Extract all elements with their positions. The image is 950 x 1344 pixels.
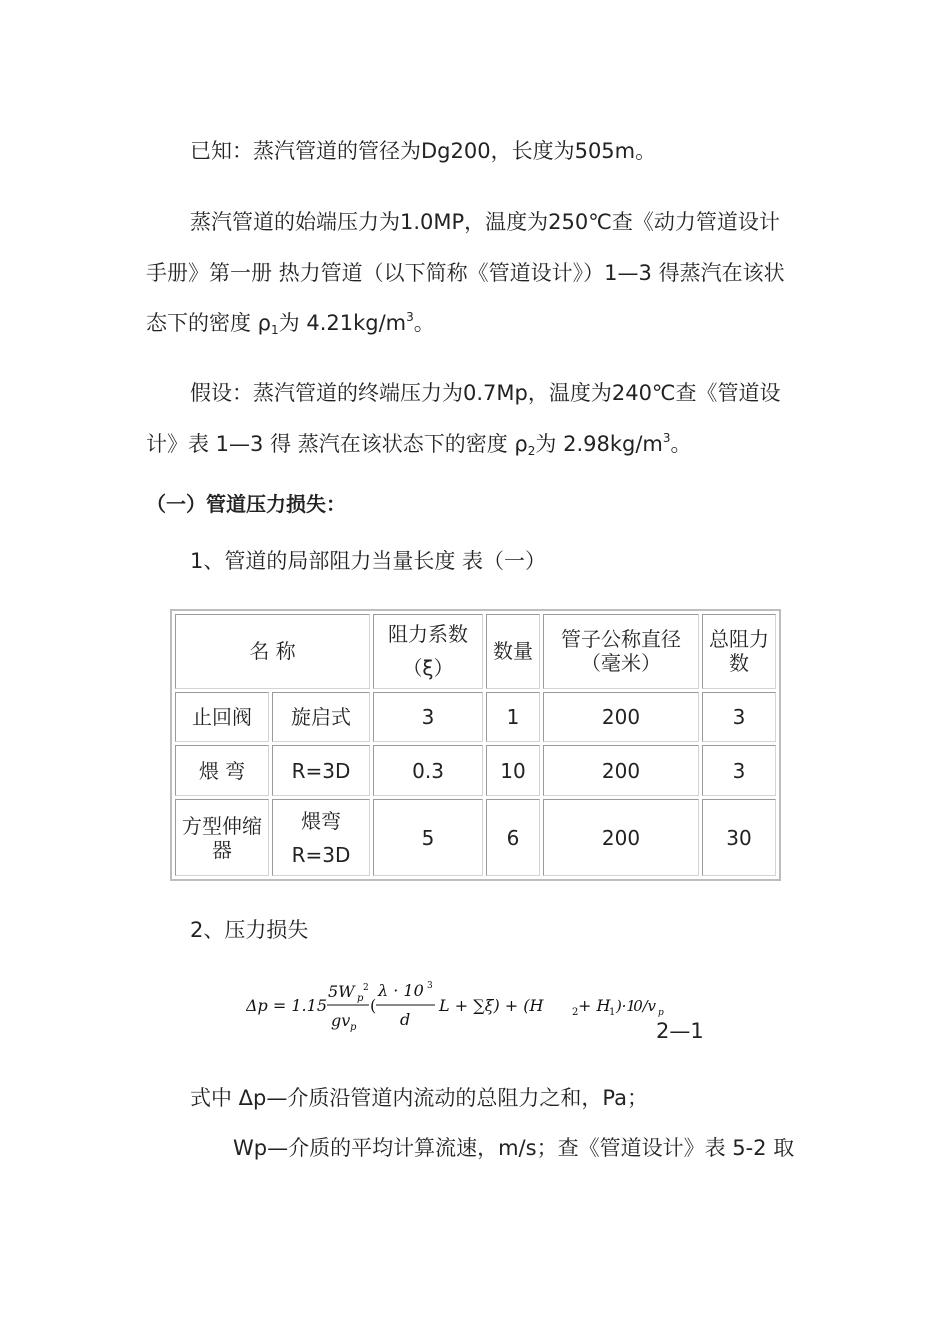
wp-line: Wp—介质的平均计算流速，m/s；查《管道设计》表 5-2 取 (233, 1136, 795, 1160)
cell-type-line2: R=3D (291, 842, 351, 867)
table-header-row (175, 614, 776, 689)
density-value-2: 为 2.98kg/m (535, 432, 663, 456)
formula-lambda-sup: 3 (427, 981, 433, 991)
header-coef-line1: 阻力系数 (388, 622, 469, 647)
header-dia-line1: 管子公称直径 (561, 627, 682, 652)
density-sup-2: 3 (662, 431, 671, 445)
header-dia-line2: （毫米） (581, 651, 662, 676)
table-row (175, 799, 776, 876)
cell-diameter: 200 (543, 692, 699, 743)
formula-lambda: λ · 10 (378, 981, 424, 1000)
period-2: 。 (670, 432, 692, 456)
header-coef (373, 614, 483, 689)
cell-total: 3 (702, 692, 776, 743)
table-row (175, 745, 776, 796)
density-value-1: 为 4.21kg/m (278, 311, 407, 335)
para-assume-line1: 假设：蒸汽管道的终端压力为0.7Mp，温度为240℃查《管道设 (190, 381, 781, 405)
para-start-line1: 蒸汽管道的始端压力为1.0MP，温度为250℃查《动力管道设计 (190, 210, 780, 234)
cell-coef: 0.3 (373, 745, 483, 796)
cell-count: 1 (486, 692, 540, 743)
equation-number: 2—1 (656, 1019, 704, 1043)
cell-name: 煨 弯 (175, 745, 269, 796)
cell-name-line1: 方型伸缩 (182, 813, 262, 838)
formula-h1-sub: 1 (609, 1007, 616, 1018)
header-total-line1: 总阻力 (709, 627, 770, 652)
cell-coef: 5 (373, 799, 483, 876)
formula-d: d (400, 1010, 411, 1029)
pressure-loss-formula (246, 976, 666, 1036)
formula-rest: L + ∑ξ) + (H (439, 996, 544, 1015)
table-row (175, 692, 776, 743)
formula-open-paren: ( (370, 996, 377, 1015)
formula-tail-rendered: ) · 10 / v (616, 997, 656, 1015)
formula-g: gv (331, 1011, 351, 1030)
formula-plus-h: + H (578, 996, 611, 1015)
formula-lhs: Δp = 1.15 (246, 996, 327, 1015)
item-2-caption: 2、压力损失 (190, 918, 309, 942)
header-name: 名 称 (175, 614, 370, 689)
formula-w: 5W (328, 982, 355, 1001)
para-start-line2: 手册》第一册 热力管道（以下简称《管道设计》）1—3 得蒸汽在该状 (146, 261, 785, 285)
density-label-2: 计》表 1—3 得 蒸汽在该状态下的密度 ρ (146, 432, 528, 456)
density-sub-1: 1 (271, 323, 279, 337)
formula-w-sub: p (357, 993, 364, 1004)
formula-g-sub: p (350, 1022, 357, 1033)
formula-tail-sub: p (658, 1008, 664, 1018)
cell-count: 10 (486, 745, 540, 796)
formula-h2-sub: 2 (572, 1007, 579, 1018)
where-line: 式中 Δp—介质沿管道内流动的总阻力之和，Pa； (190, 1086, 648, 1110)
section-heading: （一）管道压力损失： (146, 492, 346, 516)
cell-coef: 3 (373, 692, 483, 743)
cell-name-line2: 器 (212, 837, 232, 862)
density-label-1: 态下的密度 ρ (146, 311, 272, 335)
header-total (702, 614, 776, 689)
period-1: 。 (413, 311, 435, 335)
cell-type-line1: 煨弯 (301, 808, 341, 833)
cell-diameter: 200 (543, 745, 699, 796)
cell-type (272, 799, 370, 876)
header-total-line2: 数 (729, 651, 750, 676)
para-known: 已知：蒸汽管道的管径为Dg200，长度为505m。 (190, 139, 657, 163)
density-sub-2: 2 (527, 444, 536, 458)
cell-name: 止回阀 (175, 692, 269, 743)
cell-total: 3 (702, 745, 776, 796)
header-diameter (543, 614, 699, 689)
resistance-table (170, 609, 781, 881)
item-1-caption: 1、管道的局部阻力当量长度 表（一） (190, 549, 547, 573)
density-sup-1: 3 (406, 310, 414, 324)
header-count: 数量 (486, 614, 540, 689)
cell-total: 30 (702, 799, 776, 876)
header-coef-line2: （ξ） (402, 656, 454, 681)
para-start-line3 (146, 309, 435, 337)
para-assume-line2 (146, 430, 692, 458)
cell-type: R=3D (272, 745, 370, 796)
formula-w-sup: 2 (363, 983, 369, 993)
cell-type: 旋启式 (272, 692, 370, 743)
cell-count: 6 (486, 799, 540, 876)
cell-diameter: 200 (543, 799, 699, 876)
cell-name (175, 799, 269, 876)
